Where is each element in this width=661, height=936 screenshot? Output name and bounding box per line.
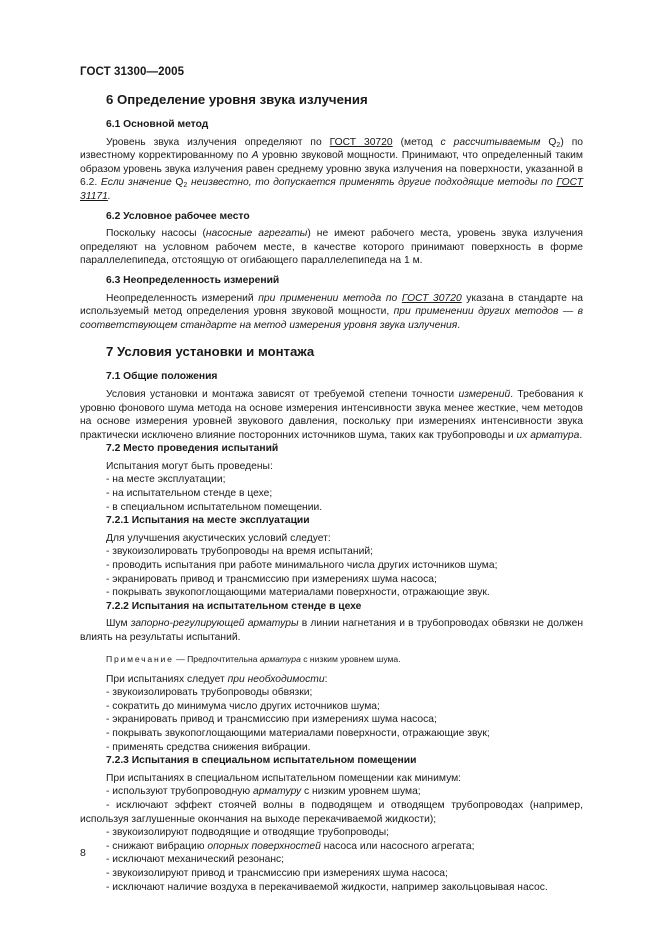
list-item: - на месте эксплуатации; — [106, 474, 226, 486]
section-7-2-1-title: 7.2.1 Испытания на месте эксплуатации — [106, 515, 310, 527]
list-item: - экранировать привод и трансмиссию при измерениях шума насоса; — [106, 573, 437, 585]
section-7-2-1-intro: Для улучшения акустических условий следует: — [106, 532, 331, 544]
list-item: - в специальном испытательном помещении. — [106, 501, 323, 513]
section-6-2-title: 6.2 Условное рабочее место — [106, 210, 250, 222]
document-code-header: ГОСТ 31300—2005 — [80, 66, 185, 78]
page-number: 8 — [80, 847, 86, 859]
gost-30720-link-2[interactable]: ГОСТ 30720 — [401, 292, 462, 304]
list-item: - звукоизолируют привод и трансмиссию при измерениях шума насоса; — [106, 867, 448, 879]
list-item: - применять средства снижения вибрации. — [106, 741, 311, 753]
section-7-2-2-intro: При испытаниях следует при необходимости: — [106, 673, 328, 685]
section-7-2-3-title: 7.2.3 Испытания в специальном испытательном помещении — [106, 755, 417, 767]
section-6-3-paragraph: Неопределенность измерений при применении метода по ГОСТ 30720 указана в стандарте на используемый метод определения уровня звуковой мощности, при применении других методов — в соответствующем стандарте на метод измерения уровня звука излучения. — [80, 292, 583, 331]
list-item: - звукоизолировать трубопроводы обвязки; — [106, 687, 313, 699]
section-7-2-2-note: Примечание — Предпочтительна арматура с низким уровнем шума. — [106, 653, 401, 664]
list-item: - покрывать звукопоглощающими материалами поверхности, отражающие звук. — [106, 587, 490, 599]
list-item: - экранировать привод и трансмиссию при измерениях шума насоса; — [106, 714, 437, 726]
section-6-title: 6 Определение уровня звука излучения — [106, 92, 368, 107]
section-6-1-paragraph: Уровень звука излучения определяют по ГОСТ 30720 (метод с рассчитываемым $Q_2$) по известному корректированному по А уровню звуковой мощности. Принимают, что определенный таким образом уровень звука излучения равен среднему уровню звука излучения на поверхности, указанной в 6.2. Если значение $Q_2$ неизвестно, то допускается применять другие подходящие методы по ГОСТ 31171. — [80, 136, 583, 202]
list-item: - проводить испытания при работе минимального числа других источников шума; — [106, 560, 498, 572]
list-item: - исключают эффект стоячей волны в подводящем и отводящем трубопроводах (например, используя заглушенные окончания на выходе перекачиваемой жидкости); — [80, 799, 583, 825]
list-item: - сократить до минимума число других источников шума; — [106, 700, 380, 712]
list-item: - на испытательном стенде в цехе; — [106, 488, 273, 500]
list-item: - исключают наличие воздуха в перекачиваемой жидкости, например закольцовывая насос. — [106, 881, 548, 893]
section-6-1-title: 6.1 Основной метод — [106, 119, 209, 130]
gost-30720-link[interactable]: ГОСТ 30720 — [329, 136, 393, 148]
page-content — [80, 92, 583, 894]
list-item: - исключают механический резонанс; — [106, 854, 285, 866]
section-7-title: 7 Условия установки и монтажа — [106, 344, 315, 360]
section-7-2-intro: Испытания могут быть проведены: — [106, 460, 273, 472]
section-6-2-paragraph: Поскольку насосы (насосные агрегаты) не имеют рабочего места, уровень звука излучения определяют на условном рабочем месте, в качестве которого принимают поверхность в форме параллелепипеда, отстоящую от огибающего параллелепипеда на 1 м. — [80, 228, 583, 267]
list-item: - покрывать звукопоглощающими материалами поверхности, отражающие звук; — [106, 727, 490, 739]
list-item: - используют трубопроводную арматуру с низким уровнем шума; — [106, 786, 421, 798]
gost-31171-link[interactable]: ГОСТ 31171 — [80, 177, 583, 202]
section-7-1-paragraph: Условия установки и монтажа зависят от требуемой степени точности измерений. Требования к уровню фонового шума метода на основе измерения интенсивности звука менее жесткие, чем методов на основе измерения уровней звукового давления, поскольку при измерениях интенсивности звука практически исключено влияние посторонних источников шума, таких как трубопроводы и их арматура. — [80, 388, 583, 441]
section-7-2-2-paragraph: Шум запорно-регулирующей арматуры в линии нагнетания и в трубопроводах обвязки не должен влиять на результаты испытаний. — [80, 618, 584, 643]
section-7-2-2-title: 7.2.2 Испытания на испытательном стенде в цехе — [106, 600, 362, 612]
section-7-2-title: 7.2 Место проведения испытаний — [106, 443, 279, 455]
list-item: - звукоизолировать трубопроводы на время испытаний; — [106, 546, 373, 558]
section-7-2-3-intro: При испытаниях в специальном испытательном помещении как минимум: — [106, 772, 462, 784]
list-item: - звукоизолируют подводящие и отводящие трубопроводы; — [106, 827, 389, 839]
list-item: - снижают вибрацию опорных поверхностей насоса или насосного агрегата; — [106, 840, 475, 852]
section-7-1-title: 7.1 Общие положения — [106, 371, 218, 383]
section-6-3-title: 6.3 Неопределенность измерений — [106, 274, 280, 286]
